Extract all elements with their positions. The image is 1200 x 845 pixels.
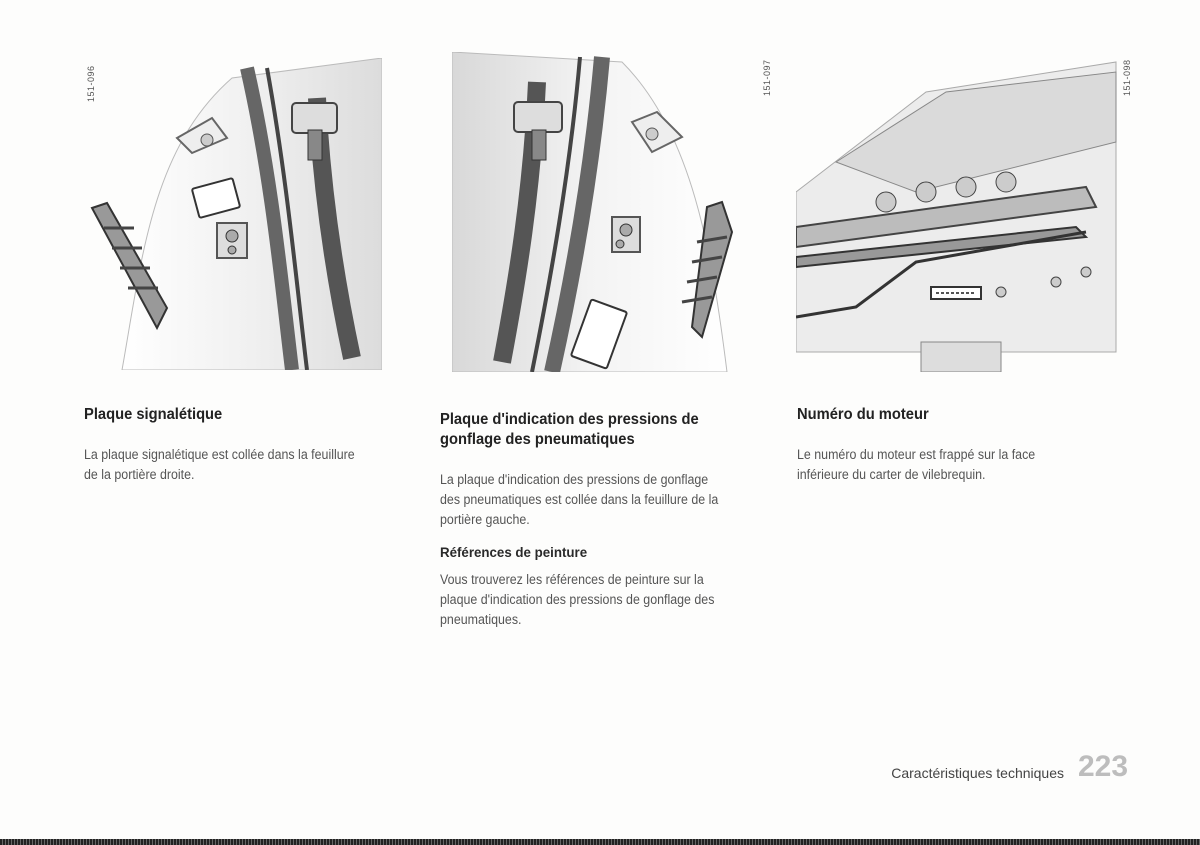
figure-door-left [452, 52, 772, 372]
text-peinture-line2: plaque d'indication des pressions de gonflage des [440, 592, 715, 607]
bottom-scan-edge [0, 839, 1200, 845]
section-plaque-signaletique [84, 405, 424, 485]
text-moteur-line1: Le numéro du moteur est frappé sur la face [797, 447, 1036, 462]
text-pressions-line2: des pneumatiques est collée dans la feuillure de la [440, 492, 719, 507]
page-number: 223 [1078, 750, 1129, 783]
figure-code-left: 151-096 [86, 65, 96, 102]
figure-code-right: 151-098 [1122, 59, 1132, 96]
text-peinture-line3: pneumatiques. [440, 612, 522, 627]
figure-code-middle: 151-097 [762, 59, 772, 96]
section-pressions [440, 410, 780, 630]
footer-section-label: Caractéristiques techniques [891, 765, 1064, 781]
heading-pressions-line1: Plaque d'indication des pressions de [440, 411, 699, 428]
text-plaque-line1: La plaque signalétique est collée dans la feuillure [84, 447, 355, 462]
section-numero-moteur [797, 405, 1127, 485]
text-peinture-line1: Vous trouverez les références de peinture sur la [440, 572, 704, 587]
text-pressions-line1: La plaque d'indication des pressions de gonflage [440, 472, 709, 487]
figure-door-right [82, 58, 382, 370]
figure-engine [796, 52, 1136, 372]
engine-illustration [796, 52, 1136, 372]
heading-references-peinture: Références de peinture [440, 544, 588, 560]
heading-pressions-line2: gonflage des pneumatiques [440, 431, 635, 448]
door-right-illustration [82, 58, 382, 370]
door-left-illustration [452, 52, 772, 372]
text-plaque-line2: de la portière droite. [84, 467, 195, 482]
heading-plaque-signaletique: Plaque signalétique [84, 406, 223, 423]
heading-numero-moteur: Numéro du moteur [797, 406, 929, 423]
text-moteur-line2: inférieure du carter de vilebrequin. [797, 467, 986, 482]
text-pressions-line3: portière gauche. [440, 512, 530, 527]
